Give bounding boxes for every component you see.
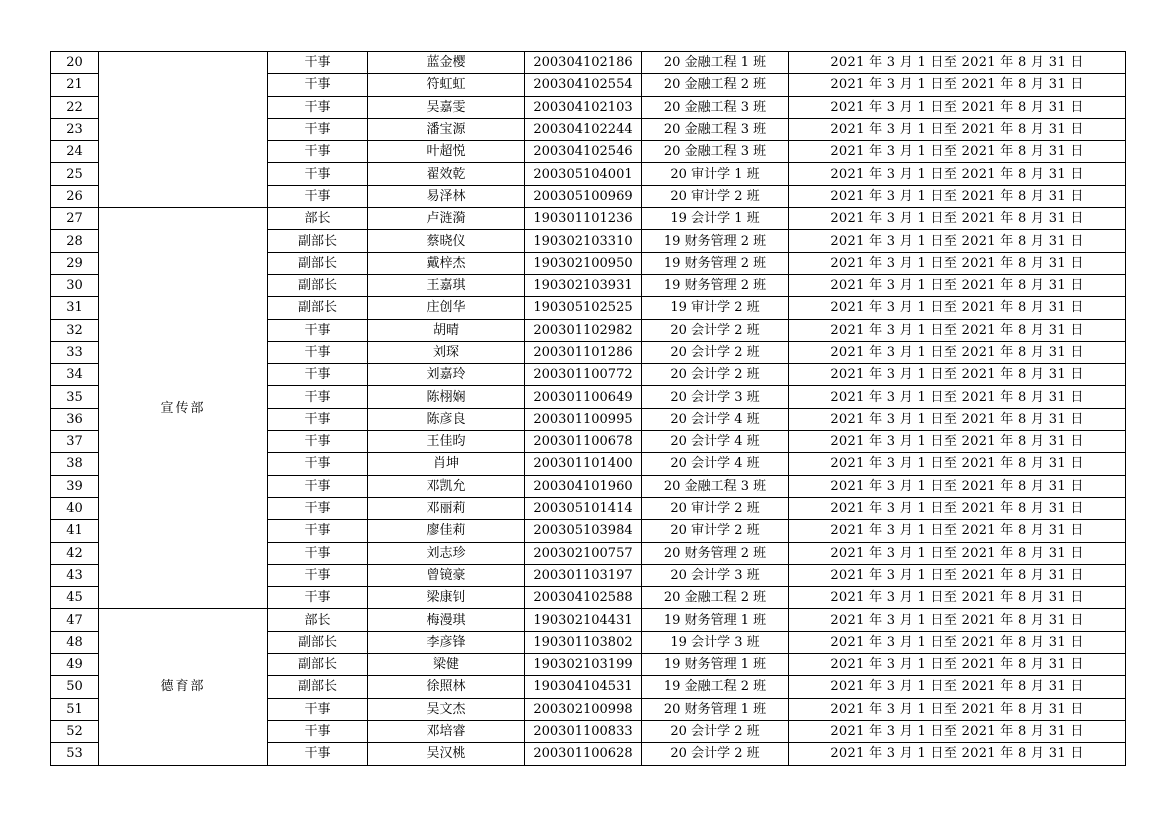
student-id-cell: 200301101400: [525, 453, 642, 475]
term-period-cell: 2021 年 3 月 1 日至 2021 年 8 月 31 日: [789, 497, 1126, 519]
term-period-cell: 2021 年 3 月 1 日至 2021 年 8 月 31 日: [789, 631, 1126, 653]
student-id-cell: 200304102554: [525, 74, 642, 96]
class-cell: 19 财务管理 2 班: [642, 274, 789, 296]
class-cell: 19 审计学 2 班: [642, 297, 789, 319]
department-cell: 德育部: [99, 609, 268, 765]
class-cell: 20 金融工程 3 班: [642, 96, 789, 118]
name-cell: 吴嘉雯: [368, 96, 525, 118]
name-cell: 廖佳莉: [368, 520, 525, 542]
position-cell: 干事: [268, 118, 368, 140]
term-period-cell: 2021 年 3 月 1 日至 2021 年 8 月 31 日: [789, 252, 1126, 274]
class-cell: 20 会计学 4 班: [642, 453, 789, 475]
row-number-cell: 30: [51, 274, 99, 296]
position-cell: 副部长: [268, 230, 368, 252]
position-cell: 副部长: [268, 654, 368, 676]
name-cell: 符虹虹: [368, 74, 525, 96]
term-period-cell: 2021 年 3 月 1 日至 2021 年 8 月 31 日: [789, 319, 1126, 341]
term-period-cell: 2021 年 3 月 1 日至 2021 年 8 月 31 日: [789, 609, 1126, 631]
row-number-cell: 24: [51, 141, 99, 163]
student-id-cell: 190305102525: [525, 297, 642, 319]
position-cell: 部长: [268, 609, 368, 631]
name-cell: 邓丽莉: [368, 497, 525, 519]
student-id-cell: 200301102982: [525, 319, 642, 341]
class-cell: 20 金融工程 3 班: [642, 141, 789, 163]
row-number-cell: 42: [51, 542, 99, 564]
student-id-cell: 200305103984: [525, 520, 642, 542]
row-number-cell: 41: [51, 520, 99, 542]
position-cell: 干事: [268, 364, 368, 386]
row-number-cell: 45: [51, 587, 99, 609]
class-cell: 20 审计学 2 班: [642, 497, 789, 519]
name-cell: 叶超悦: [368, 141, 525, 163]
class-cell: 19 金融工程 2 班: [642, 676, 789, 698]
row-number-cell: 43: [51, 564, 99, 586]
class-cell: 20 会计学 2 班: [642, 364, 789, 386]
name-cell: 肖坤: [368, 453, 525, 475]
name-cell: 蓝金樱: [368, 52, 525, 74]
student-id-cell: 200304102546: [525, 141, 642, 163]
student-id-cell: 200305101414: [525, 497, 642, 519]
class-cell: 20 会计学 2 班: [642, 720, 789, 742]
position-cell: 部长: [268, 208, 368, 230]
class-cell: 20 金融工程 2 班: [642, 587, 789, 609]
position-cell: 干事: [268, 408, 368, 430]
term-period-cell: 2021 年 3 月 1 日至 2021 年 8 月 31 日: [789, 431, 1126, 453]
row-number-cell: 26: [51, 185, 99, 207]
name-cell: 徐照林: [368, 676, 525, 698]
row-number-cell: 21: [51, 74, 99, 96]
term-period-cell: 2021 年 3 月 1 日至 2021 年 8 月 31 日: [789, 141, 1126, 163]
position-cell: 干事: [268, 743, 368, 765]
position-cell: 副部长: [268, 274, 368, 296]
student-id-cell: 190302103931: [525, 274, 642, 296]
row-number-cell: 27: [51, 208, 99, 230]
class-cell: 19 财务管理 2 班: [642, 230, 789, 252]
class-cell: 20 审计学 1 班: [642, 163, 789, 185]
class-cell: 19 会计学 3 班: [642, 631, 789, 653]
class-cell: 20 金融工程 3 班: [642, 118, 789, 140]
position-cell: 干事: [268, 431, 368, 453]
student-id-cell: 200301103197: [525, 564, 642, 586]
row-number-cell: 32: [51, 319, 99, 341]
class-cell: 20 金融工程 2 班: [642, 74, 789, 96]
term-period-cell: 2021 年 3 月 1 日至 2021 年 8 月 31 日: [789, 453, 1126, 475]
student-id-cell: 200302100757: [525, 542, 642, 564]
class-cell: 19 财务管理 1 班: [642, 654, 789, 676]
name-cell: 吴汉桃: [368, 743, 525, 765]
position-cell: 干事: [268, 698, 368, 720]
term-period-cell: 2021 年 3 月 1 日至 2021 年 8 月 31 日: [789, 542, 1126, 564]
name-cell: 刘志珍: [368, 542, 525, 564]
student-id-cell: 200304101960: [525, 475, 642, 497]
class-cell: 20 财务管理 2 班: [642, 542, 789, 564]
term-period-cell: 2021 年 3 月 1 日至 2021 年 8 月 31 日: [789, 274, 1126, 296]
row-number-cell: 33: [51, 341, 99, 363]
row-number-cell: 38: [51, 453, 99, 475]
row-number-cell: 29: [51, 252, 99, 274]
row-number-cell: 52: [51, 720, 99, 742]
term-period-cell: 2021 年 3 月 1 日至 2021 年 8 月 31 日: [789, 341, 1126, 363]
position-cell: 干事: [268, 96, 368, 118]
position-cell: 干事: [268, 587, 368, 609]
row-number-cell: 22: [51, 96, 99, 118]
term-period-cell: 2021 年 3 月 1 日至 2021 年 8 月 31 日: [789, 52, 1126, 74]
row-number-cell: 47: [51, 609, 99, 631]
position-cell: 干事: [268, 74, 368, 96]
student-id-cell: 190304104531: [525, 676, 642, 698]
class-cell: 20 会计学 2 班: [642, 319, 789, 341]
term-period-cell: 2021 年 3 月 1 日至 2021 年 8 月 31 日: [789, 587, 1126, 609]
position-cell: 干事: [268, 163, 368, 185]
student-id-cell: 200301100678: [525, 431, 642, 453]
name-cell: 刘琛: [368, 341, 525, 363]
class-cell: 19 财务管理 1 班: [642, 609, 789, 631]
name-cell: 易泽林: [368, 185, 525, 207]
student-id-cell: 190301101236: [525, 208, 642, 230]
roster-body: [51, 52, 1126, 766]
class-cell: 19 财务管理 2 班: [642, 252, 789, 274]
table-row: [51, 609, 1126, 631]
row-number-cell: 51: [51, 698, 99, 720]
term-period-cell: 2021 年 3 月 1 日至 2021 年 8 月 31 日: [789, 96, 1126, 118]
row-number-cell: 39: [51, 475, 99, 497]
class-cell: 20 审计学 2 班: [642, 520, 789, 542]
name-cell: 刘嘉玲: [368, 364, 525, 386]
name-cell: 庄创华: [368, 297, 525, 319]
name-cell: 潘宝源: [368, 118, 525, 140]
student-id-cell: 200301101286: [525, 341, 642, 363]
position-cell: 副部长: [268, 252, 368, 274]
row-number-cell: 20: [51, 52, 99, 74]
name-cell: 李彦锋: [368, 631, 525, 653]
row-number-cell: 37: [51, 431, 99, 453]
name-cell: 梅漫琪: [368, 609, 525, 631]
class-cell: 20 会计学 2 班: [642, 743, 789, 765]
student-id-cell: 190302104431: [525, 609, 642, 631]
student-id-cell: 200301100772: [525, 364, 642, 386]
term-period-cell: 2021 年 3 月 1 日至 2021 年 8 月 31 日: [789, 386, 1126, 408]
class-cell: 20 会计学 4 班: [642, 408, 789, 430]
row-number-cell: 35: [51, 386, 99, 408]
term-period-cell: 2021 年 3 月 1 日至 2021 年 8 月 31 日: [789, 118, 1126, 140]
name-cell: 蔡晓仪: [368, 230, 525, 252]
student-id-cell: 190301103802: [525, 631, 642, 653]
class-cell: 20 会计学 3 班: [642, 386, 789, 408]
term-period-cell: 2021 年 3 月 1 日至 2021 年 8 月 31 日: [789, 520, 1126, 542]
position-cell: 干事: [268, 475, 368, 497]
term-period-cell: 2021 年 3 月 1 日至 2021 年 8 月 31 日: [789, 364, 1126, 386]
position-cell: 干事: [268, 185, 368, 207]
position-cell: 干事: [268, 720, 368, 742]
student-id-cell: 190302103199: [525, 654, 642, 676]
term-period-cell: 2021 年 3 月 1 日至 2021 年 8 月 31 日: [789, 654, 1126, 676]
class-cell: 19 会计学 1 班: [642, 208, 789, 230]
student-id-cell: 200304102186: [525, 52, 642, 74]
student-id-cell: 200304102244: [525, 118, 642, 140]
class-cell: 20 会计学 2 班: [642, 341, 789, 363]
position-cell: 干事: [268, 341, 368, 363]
term-period-cell: 2021 年 3 月 1 日至 2021 年 8 月 31 日: [789, 698, 1126, 720]
student-id-cell: 200305104001: [525, 163, 642, 185]
student-id-cell: 200304102103: [525, 96, 642, 118]
roster-table: [50, 51, 1126, 766]
name-cell: 曾镜豪: [368, 564, 525, 586]
row-number-cell: 28: [51, 230, 99, 252]
name-cell: 邓培睿: [368, 720, 525, 742]
student-id-cell: 190302103310: [525, 230, 642, 252]
term-period-cell: 2021 年 3 月 1 日至 2021 年 8 月 31 日: [789, 743, 1126, 765]
row-number-cell: 48: [51, 631, 99, 653]
class-cell: 20 金融工程 1 班: [642, 52, 789, 74]
name-cell: 翟效乾: [368, 163, 525, 185]
row-number-cell: 36: [51, 408, 99, 430]
student-id-cell: 200301100628: [525, 743, 642, 765]
row-number-cell: 31: [51, 297, 99, 319]
row-number-cell: 25: [51, 163, 99, 185]
term-period-cell: 2021 年 3 月 1 日至 2021 年 8 月 31 日: [789, 230, 1126, 252]
student-id-cell: 200305100969: [525, 185, 642, 207]
student-id-cell: 190302100950: [525, 252, 642, 274]
position-cell: 干事: [268, 564, 368, 586]
row-number-cell: 49: [51, 654, 99, 676]
term-period-cell: 2021 年 3 月 1 日至 2021 年 8 月 31 日: [789, 74, 1126, 96]
position-cell: 干事: [268, 141, 368, 163]
position-cell: 干事: [268, 542, 368, 564]
class-cell: 20 金融工程 3 班: [642, 475, 789, 497]
department-cell: 宣传部: [99, 208, 268, 609]
table-row: [51, 52, 1126, 74]
position-cell: 干事: [268, 52, 368, 74]
name-cell: 梁康钊: [368, 587, 525, 609]
row-number-cell: 40: [51, 497, 99, 519]
term-period-cell: 2021 年 3 月 1 日至 2021 年 8 月 31 日: [789, 720, 1126, 742]
class-cell: 20 审计学 2 班: [642, 185, 789, 207]
position-cell: 干事: [268, 520, 368, 542]
name-cell: 邓凯允: [368, 475, 525, 497]
term-period-cell: 2021 年 3 月 1 日至 2021 年 8 月 31 日: [789, 208, 1126, 230]
row-number-cell: 50: [51, 676, 99, 698]
position-cell: 副部长: [268, 676, 368, 698]
term-period-cell: 2021 年 3 月 1 日至 2021 年 8 月 31 日: [789, 163, 1126, 185]
name-cell: 戴梓杰: [368, 252, 525, 274]
student-id-cell: 200301100995: [525, 408, 642, 430]
position-cell: 副部长: [268, 297, 368, 319]
department-cell: [99, 52, 268, 208]
class-cell: 20 会计学 3 班: [642, 564, 789, 586]
term-period-cell: 2021 年 3 月 1 日至 2021 年 8 月 31 日: [789, 185, 1126, 207]
student-id-cell: 200301100649: [525, 386, 642, 408]
student-id-cell: 200302100998: [525, 698, 642, 720]
name-cell: 陈彦良: [368, 408, 525, 430]
position-cell: 干事: [268, 453, 368, 475]
term-period-cell: 2021 年 3 月 1 日至 2021 年 8 月 31 日: [789, 676, 1126, 698]
position-cell: 干事: [268, 497, 368, 519]
row-number-cell: 34: [51, 364, 99, 386]
class-cell: 20 财务管理 1 班: [642, 698, 789, 720]
term-period-cell: 2021 年 3 月 1 日至 2021 年 8 月 31 日: [789, 475, 1126, 497]
term-period-cell: 2021 年 3 月 1 日至 2021 年 8 月 31 日: [789, 408, 1126, 430]
class-cell: 20 会计学 4 班: [642, 431, 789, 453]
name-cell: 王佳昀: [368, 431, 525, 453]
term-period-cell: 2021 年 3 月 1 日至 2021 年 8 月 31 日: [789, 297, 1126, 319]
name-cell: 梁健: [368, 654, 525, 676]
position-cell: 干事: [268, 386, 368, 408]
name-cell: 陈栩娴: [368, 386, 525, 408]
student-id-cell: 200304102588: [525, 587, 642, 609]
position-cell: 副部长: [268, 631, 368, 653]
name-cell: 王嘉琪: [368, 274, 525, 296]
name-cell: 吴文杰: [368, 698, 525, 720]
table-row: [51, 208, 1126, 230]
row-number-cell: 23: [51, 118, 99, 140]
name-cell: 胡晴: [368, 319, 525, 341]
student-id-cell: 200301100833: [525, 720, 642, 742]
name-cell: 卢涟漪: [368, 208, 525, 230]
term-period-cell: 2021 年 3 月 1 日至 2021 年 8 月 31 日: [789, 564, 1126, 586]
row-number-cell: 53: [51, 743, 99, 765]
position-cell: 干事: [268, 319, 368, 341]
